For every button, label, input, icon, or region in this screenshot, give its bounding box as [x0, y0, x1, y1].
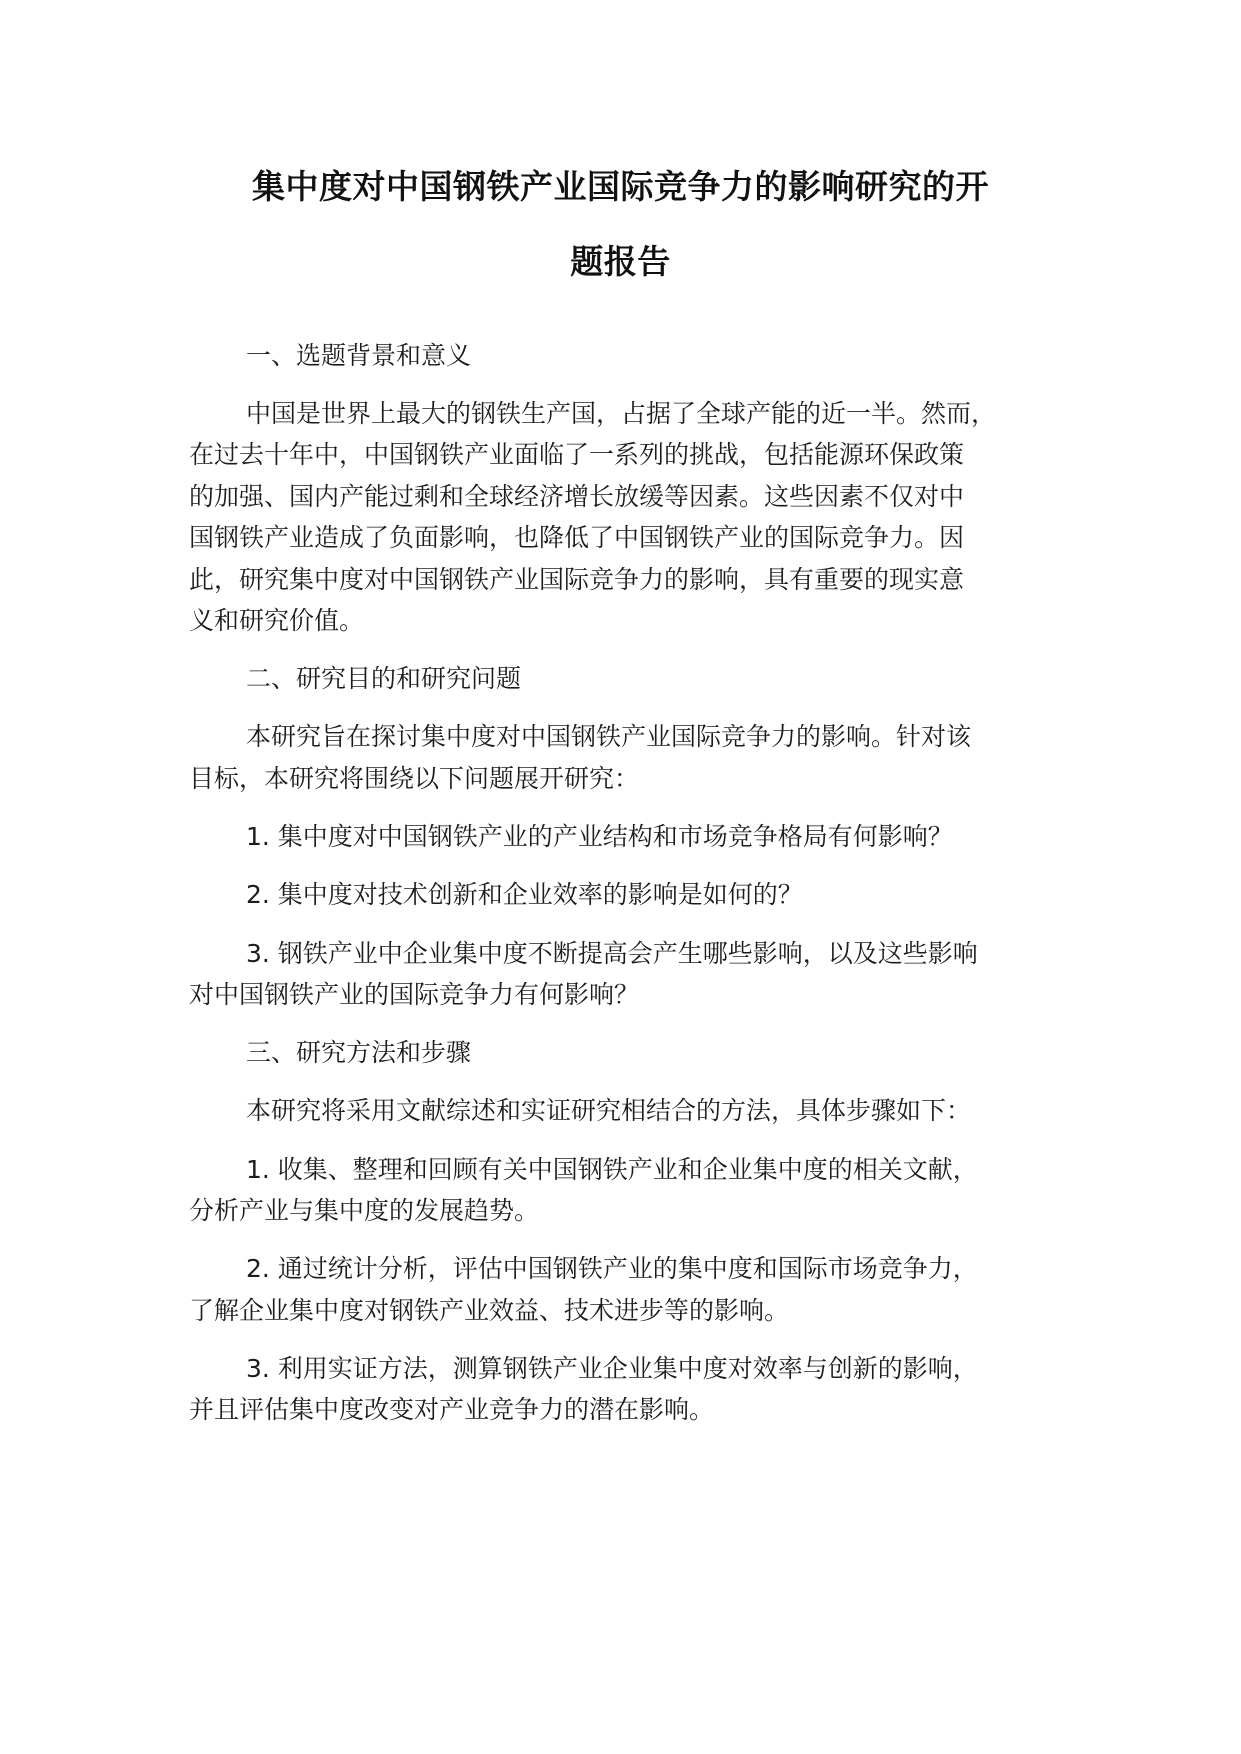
section-1-heading: 一、选题背景和意义 — [246, 341, 472, 370]
method-step-2-line: 了解企业集中度对钢铁产业效益、技术进步等的影响。 — [189, 1296, 790, 1325]
research-question-3-line: 对中国钢铁产业的国际竞争力有何影响？ — [189, 980, 640, 1009]
section-3-heading: 三、研究方法和步骤 — [246, 1038, 472, 1067]
section-1-paragraph-line: 义和研究价值。 — [189, 606, 365, 635]
method-step-1-line: 分析产业与集中度的发展趋势。 — [189, 1196, 540, 1225]
document-title-line-2: 题报告 — [570, 242, 671, 281]
section-2-heading: 二、研究目的和研究问题 — [246, 664, 522, 693]
section-2-intro-line: 目标，本研究将围绕以下问题展开研究： — [189, 764, 640, 793]
method-step-3-line: 3. 利用实证方法，测算钢铁产业企业集中度对效率与创新的影响， — [246, 1354, 978, 1383]
method-step-3-line: 并且评估集中度改变对产业竞争力的潜在影响。 — [189, 1395, 715, 1424]
research-question-3-line: 3. 钢铁产业中企业集中度不断提高会产生哪些影响，以及这些影响 — [246, 939, 978, 968]
document-title-line-1: 集中度对中国钢铁产业国际竞争力的影响研究的开 — [252, 167, 989, 206]
research-question-1: 1. 集中度对中国钢铁产业的产业结构和市场竞争格局有何影响？ — [246, 822, 953, 851]
section-1-paragraph-line: 中国是世界上最大的钢铁生产国，占据了全球产能的近一半。然而， — [246, 399, 997, 428]
section-1-paragraph-line: 在过去十年中，中国钢铁产业面临了一系列的挑战，包括能源环保政策 — [189, 440, 965, 469]
section-1-paragraph-line: 此，研究集中度对中国钢铁产业国际竞争力的影响，具有重要的现实意 — [189, 565, 965, 594]
method-step-2-line: 2. 通过统计分析，评估中国钢铁产业的集中度和国际市场竞争力， — [246, 1254, 978, 1283]
section-2-intro-line: 本研究旨在探讨集中度对中国钢铁产业国际竞争力的影响。针对该 — [246, 722, 972, 751]
section-1-paragraph-line: 国钢铁产业造成了负面影响，也降低了中国钢铁产业的国际竞争力。因 — [189, 523, 965, 552]
method-step-1-line: 1. 收集、整理和回顾有关中国钢铁产业和企业集中度的相关文献， — [246, 1155, 978, 1184]
section-1-paragraph-line: 的加强、国内产能过剩和全球经济增长放缓等因素。这些因素不仅对中 — [189, 482, 965, 511]
research-question-2: 2. 集中度对技术创新和企业效率的影响是如何的？ — [246, 880, 803, 909]
section-3-intro: 本研究将采用文献综述和实证研究相结合的方法，具体步骤如下： — [246, 1096, 972, 1125]
